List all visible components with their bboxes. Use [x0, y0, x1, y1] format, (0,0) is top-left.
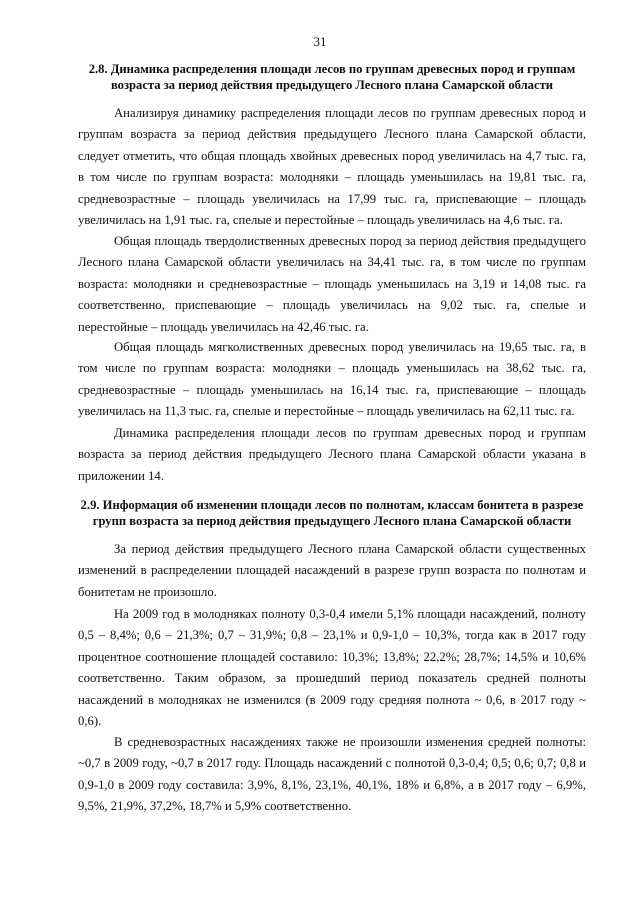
section-2-9-paragraph-intro: За период действия предыдущего Лесного плана Самарской области существенных изменений в распределении площадей насаждений в разрезе групп возраста по полнотам и бонитетам не произошло.	[78, 542, 586, 599]
section-2-8-paragraph-conifers: Анализируя динамику распределения площади лесов по группам древесных пород и группам возраста за период действия предыдущего Лесного плана Самарской области, следует отметить, что общая площадь хвойных древесных пород увеличилась на 4,7 тыс. га, в том числе по группам возраста: молодняки – площадь уменьшилась на 19,81 тыс. га, средневозрастные – площадь увеличилась на 17,99 тыс. га, приспевающие – площадь увеличилась на 1,91 тыс. га, спелые и перестойные – площадь увеличилась на 4,6 тыс. га.	[78, 106, 586, 228]
page-number: 31	[313, 34, 327, 49]
section-2-9-paragraph-middle-aged: В средневозрастных насаждениях также не произошли изменения средней полноты: ~0,7 в 2009 году, ~0,7 в 2017 году. Площадь насаждений с полнотой 0,3-0,4; 0,5; 0,6; 0,7; 0,8 и 0,9-1,0 в 2009 году составила: 3,9%, 8,1%, 23,1%, 40,1%, 18% и 6,8%, а в 2017 году – 6,9%, 9,5%, 21,9%, 37,2%, 18,7% и 5,9% соответственно.	[78, 735, 586, 814]
section-2-8-heading: 2.8. Динамика распределения площади лесов по группам древесных пород и группам возраста за период действия предыдущего Лесного плана Самарской области	[88, 62, 576, 92]
section-2-8-paragraph-appendix-ref: Динамика распределения площади лесов по группам древесных пород и группам возраста за период действия предыдущего Лесного плана Самарской области указана в приложении 14.	[78, 426, 586, 483]
section-2-8-paragraph-hardwoods: Общая площадь твердолиственных древесных пород за период действия предыдущего Лесного плана Самарской области увеличилась на 34,41 тыс. га, в том числе по группам возраста: молодняки и средневозрастные – площадь уменьшилась на 3,19 и 14,08 тыс. га соответственно, приспевающие – площадь увеличилась на 9,02 тыс. га, спелые и перестойные – площадь увеличилась на 42,46 тыс. га.	[78, 234, 586, 334]
section-2-9-heading: 2.9. Информация об изменении площади лесов по полнотам, классам бонитета в разрезе групп возраста за период действия предыдущего Лесного плана Самарской области	[80, 498, 584, 528]
section-2-9-paragraph-young-stands: На 2009 год в молодняках полноту 0,3-0,4 имели 5,1% площади насаждений, полноту 0,5 – 8,4%; 0,6 – 21,3%; 0,7 – 31,9%; 0,8 – 23,1% и 0,9-1,0 – 10,3%, тогда как в 2017 году процентное соотношение площадей составило: 10,3%; 13,8%; 22,2%; 28,7%; 14,5% и 10,6% соответственно. Таким образом, за прошедший период показатель средней полноты насаждений в молодняках не изменился (в 2009 году средняя полнота ~ 0,6, в 2017 году ~ 0,6).	[78, 607, 586, 729]
section-2-8-paragraph-softwoods: Общая площадь мягколиственных древесных пород увеличилась на 19,65 тыс. га, в том числе по группам возраста: молодняки – площадь уменьшилась на 38,62 тыс. га, средневозрастные – площадь уменьшилась на 16,14 тыс. га, приспевающие – площадь увеличилась на 11,3 тыс. га, спелые и перестойные – площадь увеличилась на 62,11 тыс. га.	[78, 340, 586, 419]
